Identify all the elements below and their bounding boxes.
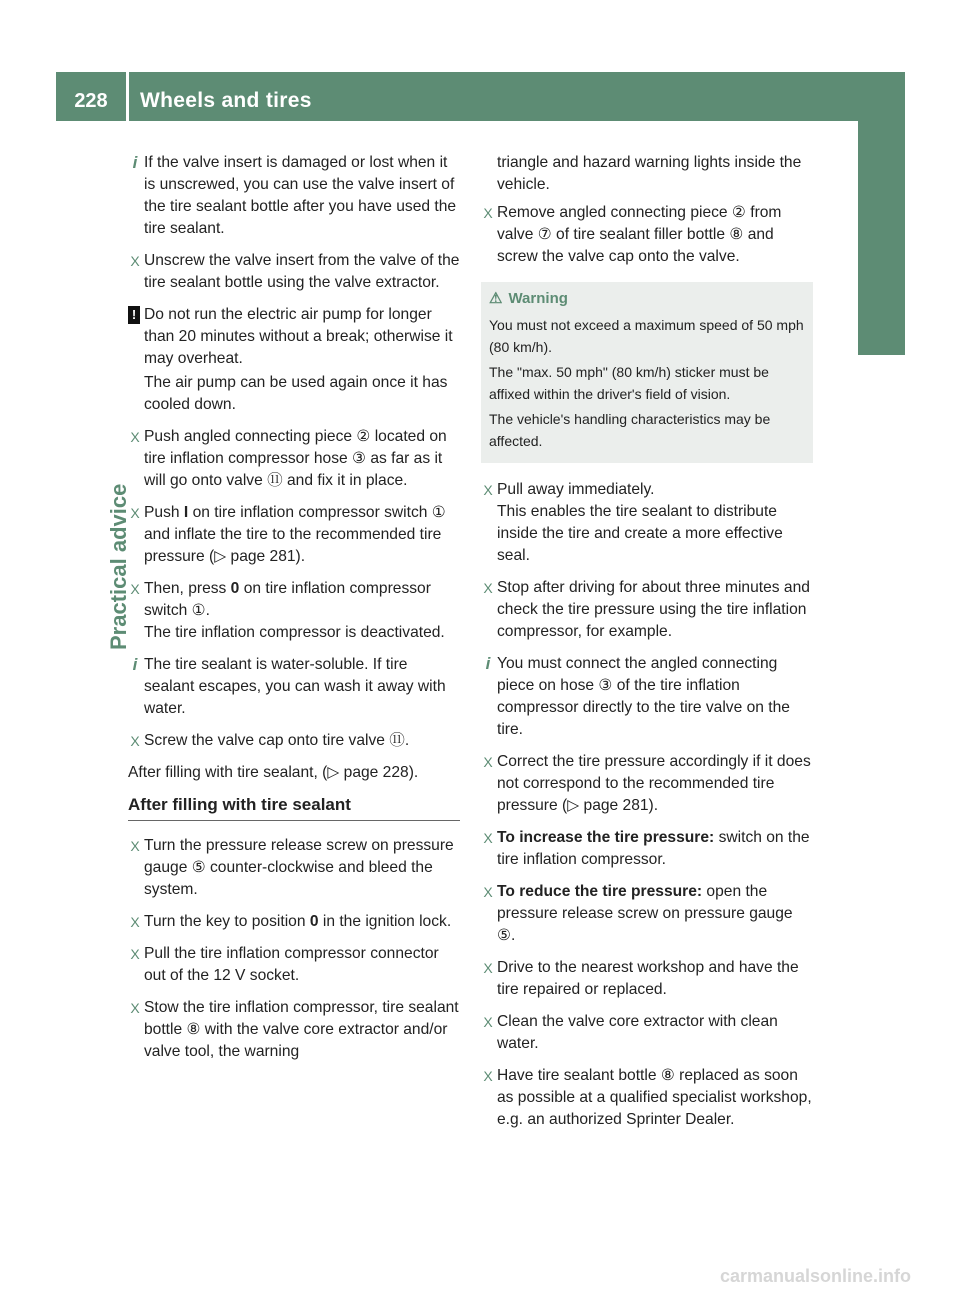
exclamation-icon: ! [128,306,140,324]
step-item: X Clean the valve core extractor with clean water. [481,1011,813,1055]
step-arrow-icon: X [130,429,140,445]
step-item: X Unscrew the valve insert from the valve of the tire sealant bottle using the valve extractor. [128,250,460,294]
info-note: i You must connect the angled connecting piece on hose ③ of the tire inflation compressor directly to the tire valve on the tire. [481,653,813,741]
step-arrow-icon: X [130,1000,140,1016]
step-item: X Drive to the nearest workshop and have the tire repaired or replaced. [481,957,813,1001]
section-title: Wheels and tires [140,89,312,112]
step-arrow-icon: X [483,1068,493,1084]
info-icon: i [132,655,138,674]
info-note: i If the valve insert is damaged or lost when it is unscrewed, you can use the valve insert of the tire sealant bottle after you have used the tire sealant. [128,152,460,240]
step-item: X Stow the tire inflation compressor, tire sealant bottle ⑧ with the valve core extractor and/or valve tool, the warning [128,997,460,1063]
right-column [481,152,813,1141]
step-arrow-icon: X [130,505,140,521]
warning-text: You must not exceed a maximum speed of 50 mph (80 km/h). [489,317,804,355]
step-result: This enables the tire sealant to distribute inside the tire and create a more effective seal. [497,503,783,564]
info-icon: i [132,153,138,172]
step-arrow-icon: X [483,580,493,596]
step-item: X Have tire sealant bottle ⑧ replaced as soon as possible at a qualified specialist workshop, e.g. an authorized Sprinter Dealer. [481,1065,813,1131]
step-arrow-icon: X [483,884,493,900]
step-item: X Push I on tire inflation compressor switch ① and inflate the tire to the recommended tire pressure (▷ page 281). [128,502,460,568]
caution-note: ! Do not run the electric air pump for longer than 20 minutes without a break; otherwise it may overheat. [128,304,460,370]
side-chapter-text: Practical advice [106,483,131,650]
step-arrow-icon: X [483,960,493,976]
step-result: The tire inflation compressor is deactivated. [144,624,445,641]
warning-heading: ⚠ Warning [489,290,568,307]
step-arrow-icon: X [483,830,493,846]
step-item: X Correct the tire pressure accordingly if it does not correspond to the recommended tire pressure (▷ page 281). [481,751,813,817]
step-item: X Pull away immediately. [481,479,813,501]
step-item: X Turn the pressure release screw on pressure gauge ⑤ counter-clockwise and bleed the system. [128,835,460,901]
info-icon: i [485,654,491,673]
warning-box [481,282,813,463]
after-filling-text: After filling with tire sealant, (▷ page 228). [128,764,419,781]
step-arrow-icon: X [483,1014,493,1030]
step-arrow-icon: X [130,733,140,749]
caution-note-continued: The air pump can be used again once it has cooled down. [144,374,448,413]
step-arrow-icon: X [130,946,140,962]
step-item: X Stop after driving for about three minutes and check the tire pressure using the tire inflation compressor, for example. [481,577,813,643]
step-item: X Pull the tire inflation compressor connector out of the 12 V socket. [128,943,460,987]
step-arrow-icon: X [130,838,140,854]
section-heading: After filling with tire sealant [128,794,460,821]
step-item: X To increase the tire pressure: switch on the tire inflation compressor. [481,827,813,871]
step-arrow-icon: X [483,205,493,221]
side-chapter-label [75,360,131,650]
step-arrow-icon: X [130,253,140,269]
warning-triangle-icon: ⚠ [489,290,503,307]
side-tab-block [858,121,905,355]
step-continued: triangle and hazard warning lights inside the vehicle. [497,154,802,193]
header-separator [126,72,129,121]
warning-text: The vehicle's handling characteristics may be affected. [489,411,771,449]
warning-text: The "max. 50 mph" (80 km/h) sticker must be affixed within the driver's field of vision. [489,364,769,402]
step-item: X Then, press 0 on tire inflation compressor switch ①. [128,578,460,622]
step-item: X Push angled connecting piece ② located on tire inflation compressor hose ③ as far as it will go onto valve ⑪ and fix it in place. [128,426,460,492]
step-item: X Turn the key to position 0 in the ignition lock. [128,911,460,933]
watermark: carmanualsonline.info [720,1266,912,1286]
step-arrow-icon: X [130,914,140,930]
step-arrow-icon: X [130,581,140,597]
step-item: X Screw the valve cap onto tire valve ⑪. [128,730,460,752]
info-note: i The tire sealant is water-soluble. If tire sealant escapes, you can wash it away with water. [128,654,460,720]
left-column [128,152,460,1073]
step-item: X To reduce the tire pressure: open the pressure release screw on pressure gauge ⑤. [481,881,813,947]
step-item: X Remove angled connecting piece ② from valve ⑦ of tire sealant filler bottle ⑧ and screw the valve cap onto the valve. [481,202,813,268]
step-arrow-icon: X [483,482,493,498]
step-arrow-icon: X [483,754,493,770]
page-number: 228 [74,90,108,112]
